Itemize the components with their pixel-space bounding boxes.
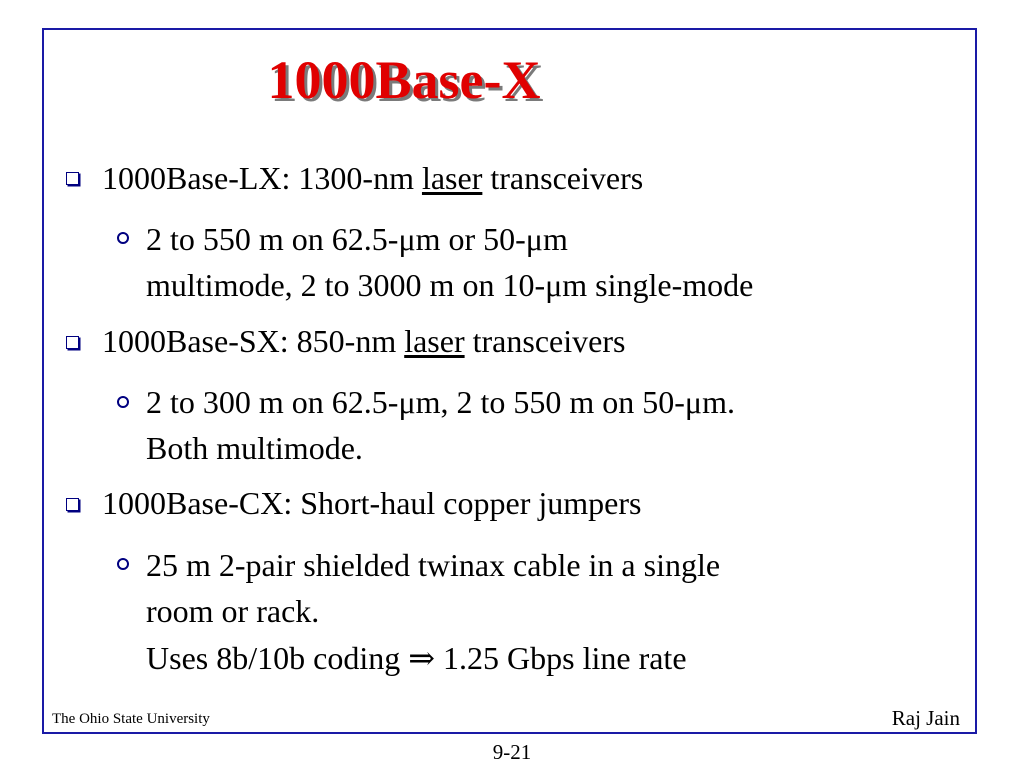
bullet-item-sx: 1000Base-SX: 850-nm laser transceivers [102,323,626,359]
slide-title: 1000Base-X [267,50,541,110]
sub-item-line: 2 to 300 m on 62.5-μm, 2 to 550 m on 50-μm. [146,384,735,420]
sub-item-line: 25 m 2-pair shielded twinax cable in a single [146,547,721,583]
square-bullet-icon [66,336,79,349]
circle-bullet-icon [117,558,129,570]
page-number: 9-21 [492,740,532,764]
sub-item-line: Uses 8b/10b coding ⇒ 1.25 Gbps line rate [146,640,687,676]
underlined-word: laser [404,323,465,359]
square-bullet-icon [66,172,79,185]
sub-item-line: multimode, 2 to 3000 m on 10-μm single-mode [146,267,754,303]
square-bullet-icon [66,498,79,511]
footer-institution: The Ohio State University [52,711,210,727]
bullet-item-lx: 1000Base-LX: 1300-nm laser transceivers [102,160,644,196]
sub-item-line: 2 to 550 m on 62.5-μm or 50-μm [146,221,568,257]
footer-author: Raj Jain [891,706,960,730]
circle-bullet-icon [117,396,129,408]
sub-item-line: Both multimode. [146,430,363,466]
sub-item-line: room or rack. [146,593,320,629]
bullet-item-cx: 1000Base-CX: Short-haul copper jumpers [102,485,642,521]
underlined-word: laser [421,160,483,196]
circle-bullet-icon [117,232,129,244]
